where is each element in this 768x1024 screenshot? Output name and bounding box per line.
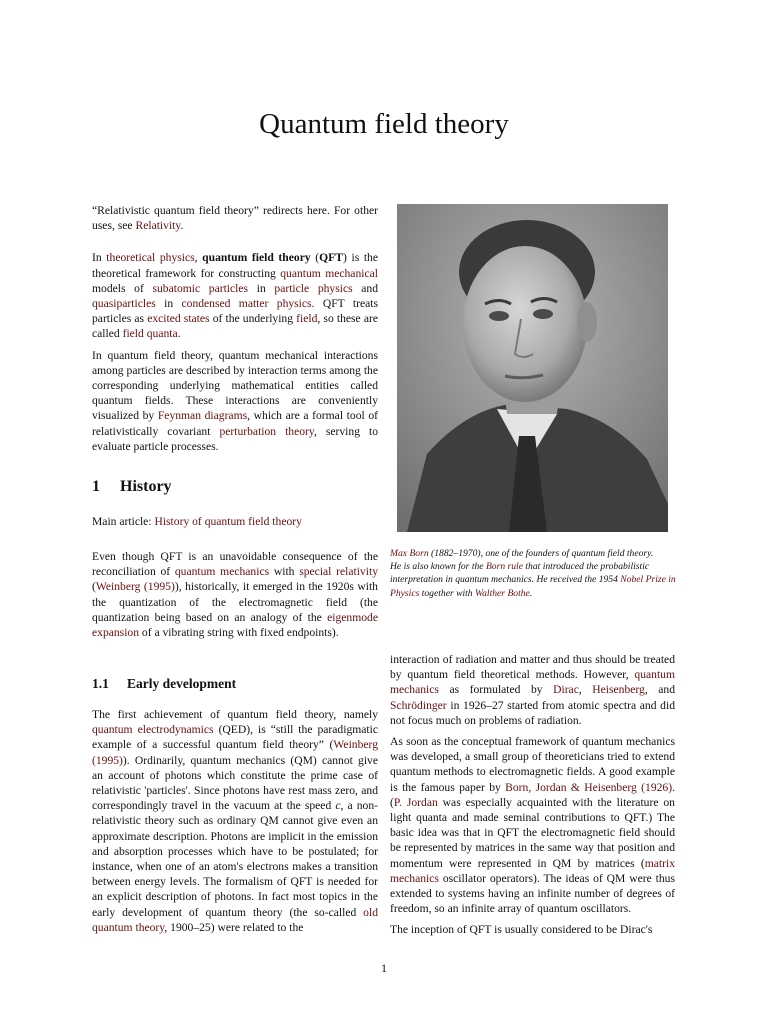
- link-condensed-matter[interactable]: condensed matter physics: [181, 297, 312, 311]
- link-born-jordan-heisenberg[interactable]: Born, Jordan & Heisenberg (1926): [505, 780, 673, 794]
- link-weinberg-1995-b[interactable]: Weinberg (1995): [92, 738, 378, 767]
- link-excited-states[interactable]: excited states: [147, 312, 210, 326]
- right-paragraph-3: The inception of QFT is usually considered to be Dirac's: [390, 923, 653, 937]
- history-paragraph: Even though QFT is an unavoidable consequence of the reconciliation of quantum mechanics with special relativity (Weinberg (1995)), historically, it emerged in the 1920s with the quantization of the electromagnetic field (the quantization being based on an analogy of the eigenmode expansion of a vibrating string with fixed endpoints).: [92, 550, 378, 640]
- link-walther-bothe[interactable]: Walther Bothe: [475, 587, 530, 599]
- link-dirac[interactable]: Dirac: [553, 683, 579, 697]
- link-particle-physics[interactable]: particle physics: [274, 281, 353, 295]
- link-old-quantum-theory[interactable]: old quantum theory: [92, 905, 378, 934]
- link-history-of-qft[interactable]: History of quantum field theory: [154, 515, 302, 528]
- link-theoretical-physics[interactable]: theoretical physics: [106, 251, 195, 265]
- section-heading-early-development: 1.1 Early development: [92, 676, 237, 691]
- link-p-jordan[interactable]: P. Jordan: [393, 795, 438, 809]
- page-title: Quantum field theory: [259, 108, 509, 140]
- link-feynman-diagrams[interactable]: Feynman diagrams: [157, 409, 248, 423]
- max-born-portrait: [397, 204, 668, 532]
- link-relativity[interactable]: Relativity: [135, 219, 181, 233]
- link-eigenmode-expansion[interactable]: eigenmode expansion: [92, 610, 378, 640]
- link-nobel-prize[interactable]: Nobel Prize in Physics: [390, 574, 676, 599]
- portrait-image: [397, 204, 668, 532]
- hatnote: “Relativistic quantum field theory” redirects here. For other uses, see Relativity.: [92, 204, 378, 233]
- right-paragraph-2: As soon as the conceptual framework of quantum mechanics was developed, a small group of theoreticians tried to extend quantum methods to electromagnetic fields. A good example is the famous paper by Born, Jordan & Heisenberg (1926). (P. Jordan was especially acquainted with the literature on light quanta and made seminal contributions to QFT.) The basic idea was that in QFT the electromagnetic field should be represented by matrices in the same way that position and momentum were represented in QM by matrices (matrix mechanics oscillator operators). The ideas of QM were thus extended to systems having an infinite number of degrees of freedom, so an infinite array of quantum oscillators.: [390, 735, 675, 916]
- intro-column: [92, 203, 378, 460]
- link-field-quanta[interactable]: field quanta: [122, 327, 178, 341]
- bold-term: quantum field theory: [202, 251, 311, 265]
- link-schrodinger[interactable]: Schrödinger: [390, 698, 447, 712]
- link-subatomic-particles[interactable]: subatomic particles: [152, 281, 249, 295]
- main-article-note: Main article: History of quantum field theory: [92, 515, 302, 528]
- intro-paragraph-2: In quantum field theory, quantum mechanical interactions among particles are described by interaction terms among the corresponding underlying mathematical entities called quantum fields. These interactions are conveniently visualized by Feynman diagrams, which are a formal tool of relativistically covariant perturbation theory, serving to evaluate particle processes.: [92, 348, 378, 453]
- link-born-rule[interactable]: Born rule: [485, 561, 523, 573]
- link-qed[interactable]: quantum electrodynamics: [92, 723, 214, 737]
- link-special-relativity[interactable]: special relativity: [299, 565, 378, 579]
- link-quasiparticles[interactable]: quasiparticles: [92, 297, 156, 311]
- link-quantum-mechanics[interactable]: quantum mechanics: [174, 565, 270, 579]
- link-weinberg-1995[interactable]: Weinberg (1995): [95, 580, 175, 594]
- link-quantum-mechanics-2[interactable]: quantum mechanics: [390, 668, 675, 697]
- intro-paragraph-1: In theoretical physics, quantum field theory (QFT) is the theoretical framework for constructing quantum mechanical models of subatomic particles in particle physics and quasiparticles in condensed matter physics. QFT treats particles as excited states of the underlying field, so these are called field quanta.: [92, 251, 379, 341]
- right-paragraph-1: interaction of radiation and matter and thus should be treated by quantum field theoretical methods. However, quantum mechanics as formulated by Dirac, Heisenberg, and Schrödinger in 1926–27 started from atomic spectra and did not focus much on problems of radiation.: [390, 653, 675, 727]
- link-matrix-mechanics[interactable]: matrix mechanics: [390, 856, 675, 885]
- link-quantum-mechanical[interactable]: quantum mechanical: [280, 266, 378, 280]
- link-max-born[interactable]: Max Born: [390, 548, 429, 559]
- link-perturbation-theory[interactable]: perturbation theory: [219, 424, 314, 438]
- section-heading-history: 1 History: [92, 478, 172, 495]
- early-development-paragraph: The first achievement of quantum field theory, namely quantum electrodynamics (QED), is “still the paradigmatic example of a successful quantum field theory” (Weinberg (1995)). Ordinarily, quantum mechanics (QM) cannot give an account of photons which constitute the prime case of relativistic 'particles'. Since photons have rest mass zero, and correspondingly travel in the vacuum at the speed c, a non-relativistic theory such as ordinary QM cannot give even an approximate description. Photons are implicit in the emission and absorption processes which have to be postulated; for instance, when one of an atom's electrons makes a transition between energy levels. The formalism of QFT is needed for an explicit description of photons. In fact most topics in the early development of quantum theory (the so-called old quantum theory, 1900–25) were related to the: [92, 708, 379, 934]
- right-column-text: [390, 652, 675, 944]
- page-number: 1: [381, 961, 387, 975]
- photo-caption: Max Born (1882–1970), one of the founders of quantum field theory. He is also known for the Born rule that introduced the probabilistic interpretation in quantum mechanics. He received the 1954 Nobel Prize in Physics together with Walther Bothe.: [390, 548, 676, 599]
- link-field[interactable]: field: [296, 312, 318, 326]
- link-heisenberg[interactable]: Heisenberg: [592, 683, 645, 697]
